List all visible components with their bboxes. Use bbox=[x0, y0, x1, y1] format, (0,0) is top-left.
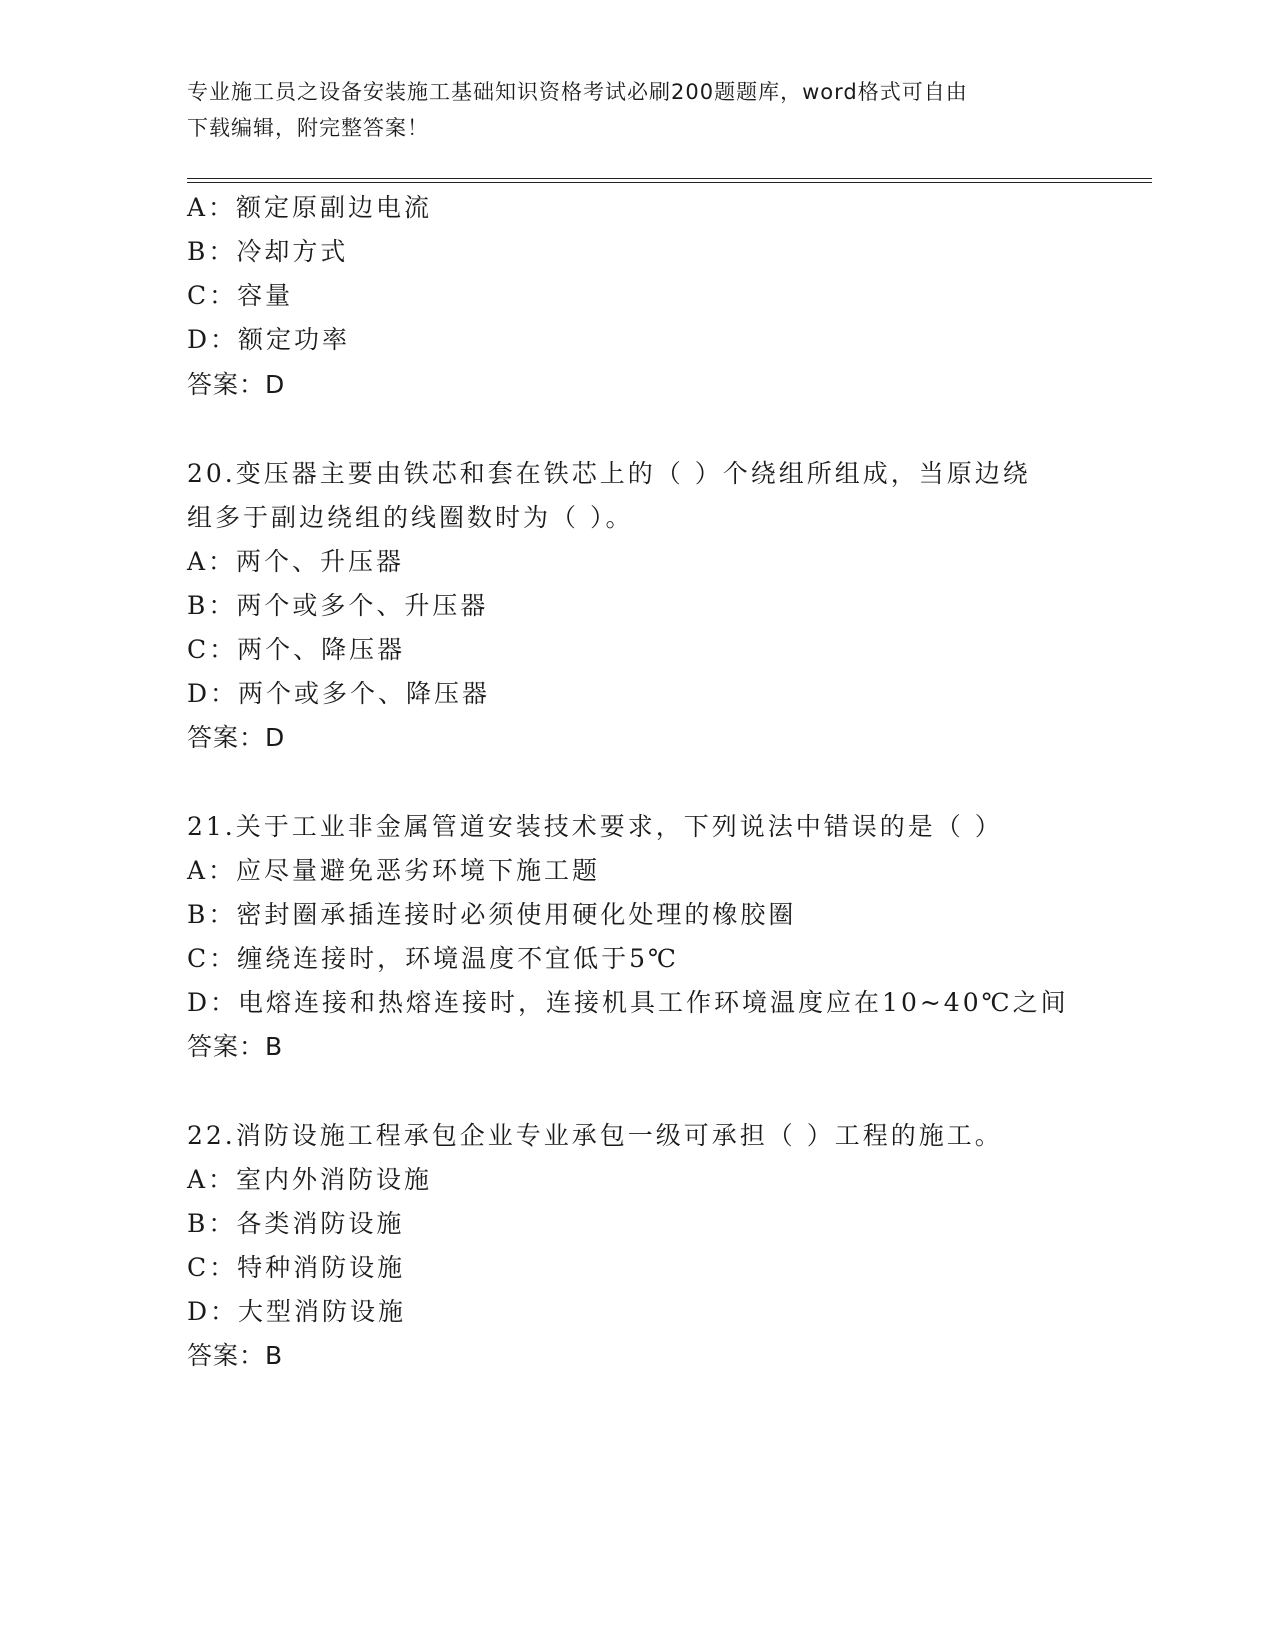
q21-option-c: C：缠绕连接时，环境温度不宜低于5℃ bbox=[187, 944, 680, 973]
q21-answer: 答案：B bbox=[187, 1032, 284, 1061]
q19-option-b: B：冷却方式 bbox=[187, 237, 349, 266]
q20-option-a: A：两个、升压器 bbox=[187, 547, 405, 576]
q21-stem-line-1: 21.关于工业非金属管道安装技术要求，下列说法中错误的是（ ） bbox=[187, 812, 1003, 841]
q22-option-d: D：大型消防设施 bbox=[187, 1297, 407, 1326]
q20-answer: 答案：D bbox=[187, 723, 286, 752]
q19-answer: 答案：D bbox=[187, 370, 286, 399]
q20-stem-line-1: 20.变压器主要由铁芯和套在铁芯上的（ ）个绕组所组成，当原边绕 bbox=[187, 459, 1031, 488]
header-divider-top bbox=[187, 178, 1152, 179]
q20-option-b: B：两个或多个、升压器 bbox=[187, 591, 489, 620]
q19-option-c: C：容量 bbox=[187, 281, 294, 310]
q19-option-d: D：额定功率 bbox=[187, 325, 351, 354]
header-line-2: 下载编辑，附完整答案！ bbox=[187, 116, 429, 140]
q22-stem-line-1: 22.消防设施工程承包企业专业承包一级可承担（ ）工程的施工。 bbox=[187, 1121, 1003, 1150]
header-divider-bottom bbox=[187, 182, 1152, 183]
header-line-1: 专业施工员之设备安装施工基础知识资格考试必刷200题题库，word格式可自由 bbox=[187, 80, 968, 104]
q22-option-a: A：室内外消防设施 bbox=[187, 1165, 433, 1194]
q19-option-a: A：额定原副边电流 bbox=[187, 193, 433, 222]
q22-option-b: B：各类消防设施 bbox=[187, 1209, 405, 1238]
q21-option-d: D：电熔连接和热熔连接时，连接机具工作环境温度应在10~40℃之间 bbox=[187, 988, 1069, 1017]
q20-option-c: C：两个、降压器 bbox=[187, 635, 406, 664]
document-header bbox=[187, 74, 1077, 146]
q20-option-d: D：两个或多个、降压器 bbox=[187, 679, 491, 708]
q22-option-c: C：特种消防设施 bbox=[187, 1253, 406, 1282]
q21-option-b: B：密封圈承插连接时必须使用硬化处理的橡胶圈 bbox=[187, 900, 797, 929]
q20-stem-line-2: 组多于副边绕组的线圈数时为（ ）。 bbox=[187, 503, 634, 532]
q22-answer: 答案：B bbox=[187, 1341, 284, 1370]
q21-option-a: A：应尽量避免恶劣环境下施工题 bbox=[187, 856, 601, 885]
